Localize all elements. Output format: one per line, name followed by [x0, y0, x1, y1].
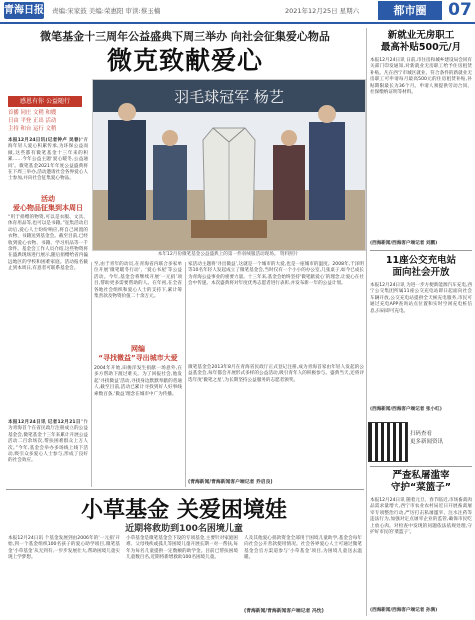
col3-source: (青海新闻/青海新闻客户端记者 乔启良): [188, 480, 273, 485]
credit-line: 主持 和台 运行 文稍: [8, 126, 57, 132]
intro-paragraph: [8, 138, 88, 182]
right-story1-source: (西海新闻/西海客户端记者 刘鹏): [370, 241, 438, 246]
story-tag: 感恩有你 公益随行: [8, 96, 82, 107]
banner-text: 羽毛球冠军 杨艺: [174, 88, 284, 106]
header-rule: [0, 22, 475, 24]
right-story3-source: (西海新闻/西海客户端记者 孙满): [370, 608, 438, 613]
col1-lower: [8, 420, 88, 490]
right-story3-title: [370, 470, 472, 494]
column-divider: [91, 262, 92, 487]
right-story1-body: 本报12月24日讯 日前,市住房和城乡建设局会同有关部门印发通知,对新就业无房职工给予住房租赁补贴。凡在西宁市城区就业、符合条件的新就业无房职工可申请每月最高500元的住房租赁补贴,补贴期限最长为36个月。申请人须提供劳动合同、社保缴纳证明等材料。: [370, 58, 472, 96]
bottom-col3: 人及其他爱心捐款资金全部用于困境儿童助学,基金会每年向社会公开善款使用情况。社会各界爱心人士可通过微笔基金会官方渠道参与‘小草基金’项目,为困境儿童送去温暖。: [244, 536, 362, 561]
bottom-source: (青海新闻/青海新闻客户端记者 冯忱): [244, 609, 324, 614]
right-story1-title-line: 最高补贴500元/月: [380, 42, 462, 53]
editor-credits: 责编:宋家鼓 美编:荣惠阳 审读:蔡玉楠: [52, 7, 161, 15]
qr-caption: 扫码查看 更多新闻资讯: [410, 431, 444, 445]
credit-line: 日由 平登 正出 活动: [8, 118, 57, 124]
col2-body: 至,由于青年的动员,在青海省内联合多家单位开展‘微笔暖冬行动’、‘爱心书屋’等公益活动。今年,基金会将继续开展‘一元捐’项目,帮助更多需要帮助的人。在年初,在全省各地社会组织和爱心人士的支持下,累计筹集善款及物资价值二十余万元。: [94, 262, 182, 300]
right-story2-title-line: 11座公交充电站: [385, 255, 457, 266]
credit-line: 首播 同庄 文稍 和嫂: [8, 110, 57, 116]
right-story2-source: (西海新闻/西海客户端记者 张小红): [370, 407, 442, 412]
intro-text: “青海年轻人爱心积累传承,为环保公益而做,这些都有微笔基金十三年来的积累……今年公益主题‘爱心暖冬,公益通同’。微笔基金2021年年度公益盛典将在下周三举办,活动邀请社会各界爱心人士参加,并向社会征集爱心物品。: [8, 138, 88, 182]
bottom-subhead: 近期将救助到100名困境儿童: [125, 524, 243, 534]
right-story1-title-line: 新就业无房职工: [387, 30, 455, 41]
right-story1-title: [370, 30, 472, 54]
right-divider: [370, 250, 472, 251]
right-divider: [370, 466, 472, 467]
intro-lead: 本报12月24日讯(记者钟卢 吴春): [8, 138, 81, 143]
col3-body: 家活动主题将‘寻出微益’,这就是一个城市的大爱,也是一座城市的温度。2008年,于泽明等10名年轻人发起成立了微笔基金会,当时仅有一个小小的办公室,几张桌子,如今已成长为青海公益事业的重要力量。十三年来,基金会始终坚持‘微笔献爱心’的理念,让爱心在社会中传递。本次盛典将对年度优秀志愿者进行表彰,并发布新一年的公益计划。: [188, 262, 364, 287]
issue-date: 2021年12月25日 星期六: [285, 7, 360, 15]
main-kicker: 微笔基金十三周年公益盛典下周三举办 向社会征集爱心物品: [40, 30, 330, 43]
right-story3-body: 本报12月24日讯 随着元旦、春节临近,市场畜禽肉品需求量增大,西宁市农业农村局近日开展畜禽屠宰专项整治行动,严厉打击私屠滥宰、注水注药等违法行为,加强对定点屠宰企业的监管,确保市民吃上放心肉。对检查中发现的问题依法依规处理,守护好市民的‘菜篮子’。: [370, 498, 472, 536]
right-story3-title-line: 守护“菜篮子”: [391, 482, 451, 493]
page-number: 07: [448, 0, 472, 20]
col1-lower-lead: 本报12月24日讯 记者12月21日: [8, 420, 81, 425]
right-story2-title-line: 面向社会开放: [392, 267, 450, 278]
bottom-col1: 本报12月24日讯 个基金发展到由2006年的‘一元捐’开始,到一个基金组织100名孩子的爱心助学项目,微笔基金‘小草基金’从无到有,一步步发展壮大,帮助困境儿童实现上学梦想。: [8, 536, 120, 561]
column-divider: [185, 262, 186, 487]
section-divider: [6, 489, 364, 490]
story-credits: [8, 109, 98, 133]
photo-caption: 本年12月份微笔基金公益盛典上的第一件羽绒服活动现场。 资料照片: [157, 252, 299, 257]
right-story2-body: 本报12月24日讯 为进一步方便新能源汽车充电,西宁公交集团所属11座公交充电站即日起面向社会车辆开放,公交充电站提供全天候充电服务,市民可通过充电APP查询站点位置和实时空闲充电桩信息,扫码即可充电。: [370, 283, 472, 314]
section-title: 都市圈: [378, 1, 442, 20]
newspaper-logo: 青海日报: [4, 2, 44, 19]
bottom-col2: 小草基金是微笔基金会下设的专项基金,主要针对家庭困难、父母残疾或孤儿等困境儿童开展长期一对一帮扶,每年为每名儿童提供一定数额的助学金。目前已帮扶困境儿童数百名,近期将新增救助100名困境儿童。: [126, 536, 238, 561]
qr-code[interactable]: [368, 422, 408, 462]
event-photo-illustration: [93, 80, 365, 250]
col2-subhead: 网编 “寻找微益”寻出城市大爱: [98, 345, 178, 362]
bottom-headline: 小草基金 关爱困境娃: [81, 498, 287, 523]
col1-lower-text: “作为青海首个在省民政厅注册成立的公益基金会,微笔基金十三年来累计开展公益活动二百余场次,帮扶困难群众上万人次。”今年,基金会举办多场线上线下活动,吸引众多爱心人士参与,形成了良好的社会效应。: [8, 420, 88, 464]
col3-lower: 微笔基金会2013年8月在青海省民政厅正式登记注册,成为青海首家由年轻人发起的公益基金会,每年都会开展形式多样的公益活动,吸引青年人的积极参与。盛典当天,还将评选年度‘微笔之星’,为长期坚持公益服务的志愿者颁奖。: [188, 365, 364, 383]
col1-body: “用于捐赠的物资,可以是衣服、文具、体育用品等,也可以是书籍。”征集活动启动后,爱心人士纷纷响应,将自己闲置的衣物、书籍送到基金会。截至目前,已经收到爱心衣物、书籍、学习用品等一千余件。基金会工作人员介绍,这些物资将在盛典现场进行展示,随后捐赠给省内偏远地区的学校和困难家庭。活动报名截止到本周日,有意者可联系基金会。: [8, 215, 88, 272]
page-header: [0, 0, 475, 22]
col1-subhead: 活动 爱心物品征集到本周日: [13, 195, 83, 212]
event-photo: [92, 79, 366, 251]
right-story3-title-line: 严查私屠滥宰: [392, 470, 450, 481]
right-story2-title: [370, 255, 472, 279]
col2-body-2: 2004年开始,田俊洋发生捐献一场意外,在多方帮助下渡过难关。为了回报社会,他发起‘寻找微益’活动,寻找身边默默奉献的普通人,截至目前,活动已累计寻找到好人好事线索数百条,‘微益’理念在城市中广为传播。: [94, 366, 182, 397]
main-headline: 微克致献爱心: [106, 46, 263, 75]
right-column-divider: [366, 28, 367, 616]
